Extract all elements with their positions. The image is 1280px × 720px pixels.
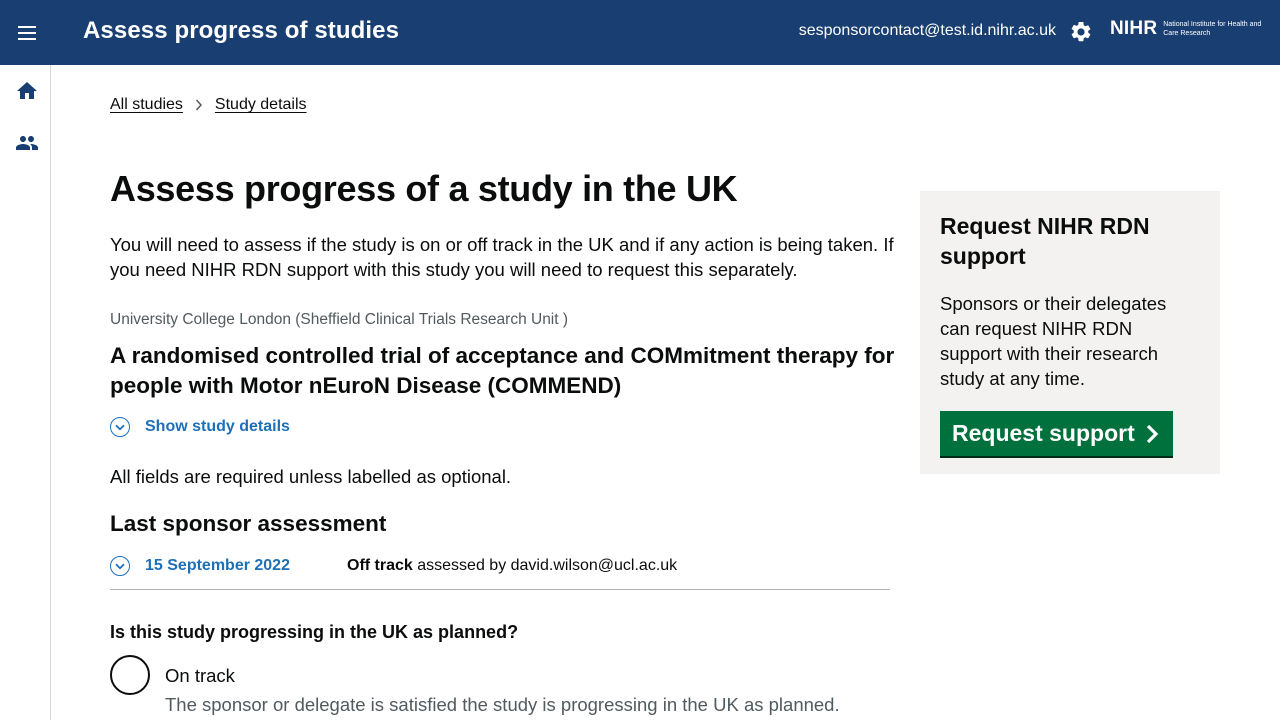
show-study-details-label: Show study details (145, 418, 290, 435)
chevron-right-icon (1145, 424, 1159, 444)
show-study-details-toggle[interactable] (110, 417, 290, 437)
nihr-logo-subtitle: National Institute for Health and Care Research (1163, 21, 1262, 37)
last-assessment-status (347, 557, 677, 575)
home-icon[interactable] (14, 79, 40, 103)
breadcrumb-all-studies[interactable]: All studies (110, 96, 183, 113)
gear-icon[interactable] (1069, 20, 1093, 44)
request-support-title: Request NIHR RDN support (940, 213, 1150, 269)
chevron-right-icon (195, 99, 203, 111)
request-support-button[interactable] (940, 411, 1173, 456)
last-assessment-row (110, 556, 890, 590)
last-assessment-date: 15 September 2022 (145, 557, 290, 574)
request-support-button-label: Request support (952, 420, 1135, 446)
assessed-by-text: assessed by david.wilson@ucl.ac.uk (417, 557, 678, 574)
intro-text: You will need to assess if the study is on or off track in the UK and if any action is being taken. If you need NIHR RDN support with this study you will need to request this separately. (110, 234, 894, 280)
page-title: Assess progress of a study in the UK (110, 168, 738, 209)
chevron-down-icon (110, 417, 130, 437)
request-support-panel (920, 191, 1220, 474)
users-icon[interactable] (14, 131, 40, 155)
on-track-radio[interactable] (110, 655, 150, 695)
on-track-hint: The sponsor or delegate is satisfied the study is progressing in the UK as planned. (165, 694, 840, 715)
menu-icon[interactable] (14, 22, 40, 44)
assessment-status-value: Off track (347, 557, 413, 574)
breadcrumb (110, 96, 307, 114)
sidebar (0, 65, 51, 720)
last-assessment-heading: Last sponsor assessment (110, 511, 387, 536)
nihr-logo-word: NIHR (1110, 18, 1158, 39)
user-email: sesponsorcontact@test.id.nihr.ac.uk (798, 22, 1056, 39)
app-title[interactable]: Assess progress of studies (83, 17, 400, 44)
nihr-logo[interactable] (1110, 18, 1263, 40)
study-organisation: University College London (Sheffield Clinical Trials Research Unit ) (110, 311, 569, 328)
last-assessment-toggle[interactable] (110, 556, 290, 576)
request-support-body: Sponsors or their delegates can request NIHR RDN support with their research study at any time. (940, 293, 1167, 389)
on-track-label[interactable]: On track (165, 665, 235, 686)
chevron-down-icon (110, 556, 130, 576)
breadcrumb-study-details[interactable]: Study details (214, 96, 307, 113)
progress-question: Is this study progressing in the UK as planned? (110, 622, 519, 642)
required-fields-note: All fields are required unless labelled as optional. (110, 466, 512, 487)
study-title: A randomised controlled trial of acceptance and COMmitment therapy for people with Motor nEuroN Disease (COMMEND) (110, 343, 895, 398)
app-header (0, 0, 1280, 65)
